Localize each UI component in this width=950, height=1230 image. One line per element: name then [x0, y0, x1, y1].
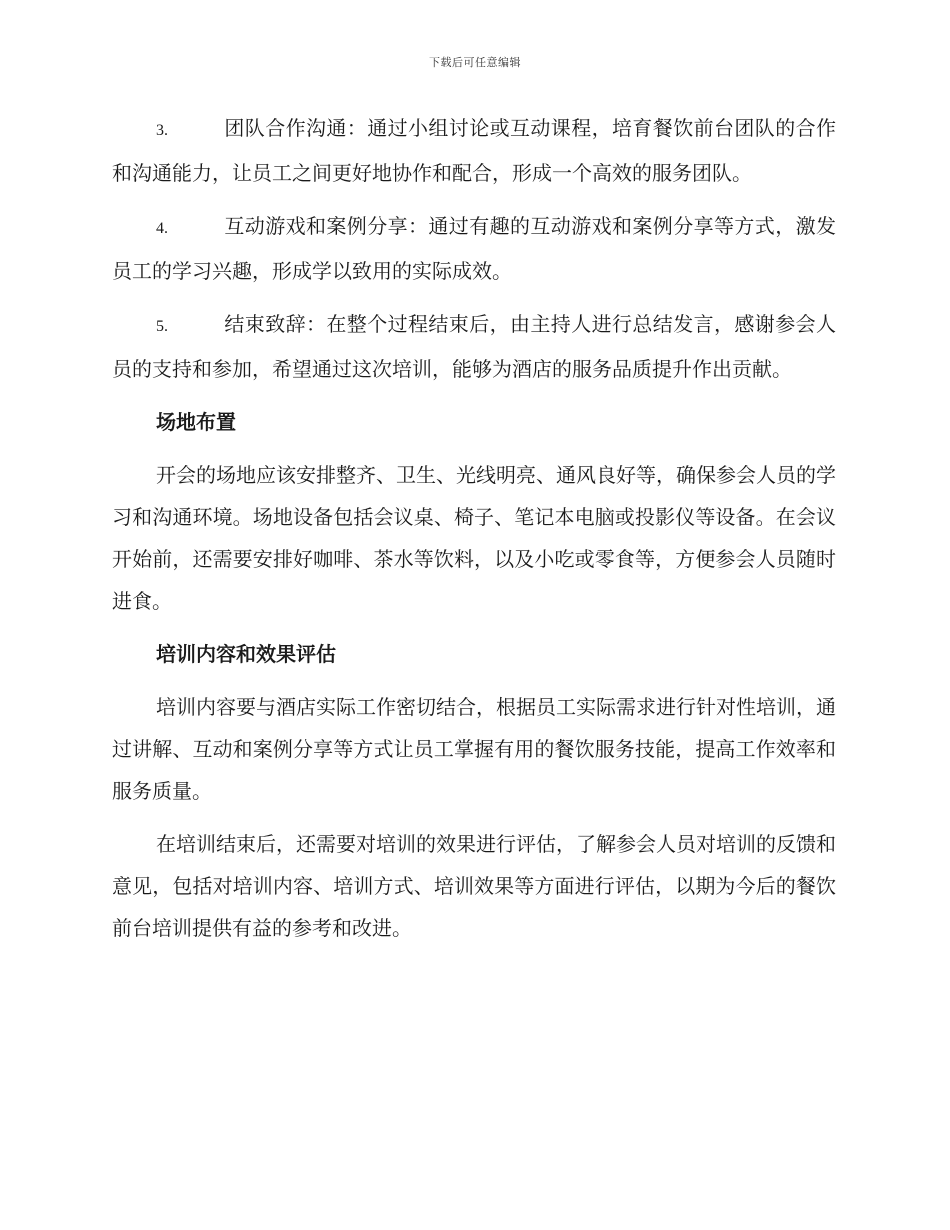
paragraph: 开会的场地应该安排整齐、卫生、光线明亮、通风良好等，确保参会人员的学习和沟通环境。场地设备包括会议桌、椅子、笔记本电脑或投影仪等设备。在会议开始前，还需要安排好咖啡、茶水等饮料，以及小吃或零食等，方便参会人员随时进食。 — [112, 463, 836, 613]
section-heading-venue: 场地布置 — [156, 410, 236, 434]
list-item-number: 5. — [156, 318, 168, 335]
list-item — [112, 107, 836, 194]
header-note: 下载后可任意编辑 — [429, 56, 521, 69]
list-item — [112, 205, 836, 292]
document-body — [112, 107, 836, 960]
list-item-number: 4. — [156, 220, 168, 237]
paragraph: 培训内容要与酒店实际工作密切结合，根据员工实际需求进行针对性培训，通过讲解、互动和案例分享等方式让员工掌握有用的餐饮服务技能，提高工作效率和服务质量。 — [112, 695, 836, 803]
list-item-text: 互动游戏和案例分享：通过有趣的互动游戏和案例分享等方式，激发员工的学习兴趣，形成学以致用的实际成效。 — [112, 214, 836, 283]
list-item-number: 3. — [156, 122, 168, 139]
list-item — [112, 303, 836, 390]
paragraph: 在培训结束后，还需要对培训的效果进行评估，了解参会人员对培训的反馈和意见，包括对培训内容、培训方式、培训效果等方面进行评估，以期为今后的餐饮前台培训提供有益的参考和改进。 — [112, 832, 836, 940]
list-item-text: 结束致辞：在整个过程结束后，由主持人进行总结发言，感谢参会人员的支持和参加，希望通过这次培训，能够为酒店的服务品质提升作出贡献。 — [112, 312, 836, 381]
section-heading-training-evaluation: 培训内容和效果评估 — [156, 642, 336, 666]
list-item-text: 团队合作沟通：通过小组讨论或互动课程，培育餐饮前台团队的合作和沟通能力，让员工之间更好地协作和配合，形成一个高效的服务团队。 — [112, 116, 836, 185]
